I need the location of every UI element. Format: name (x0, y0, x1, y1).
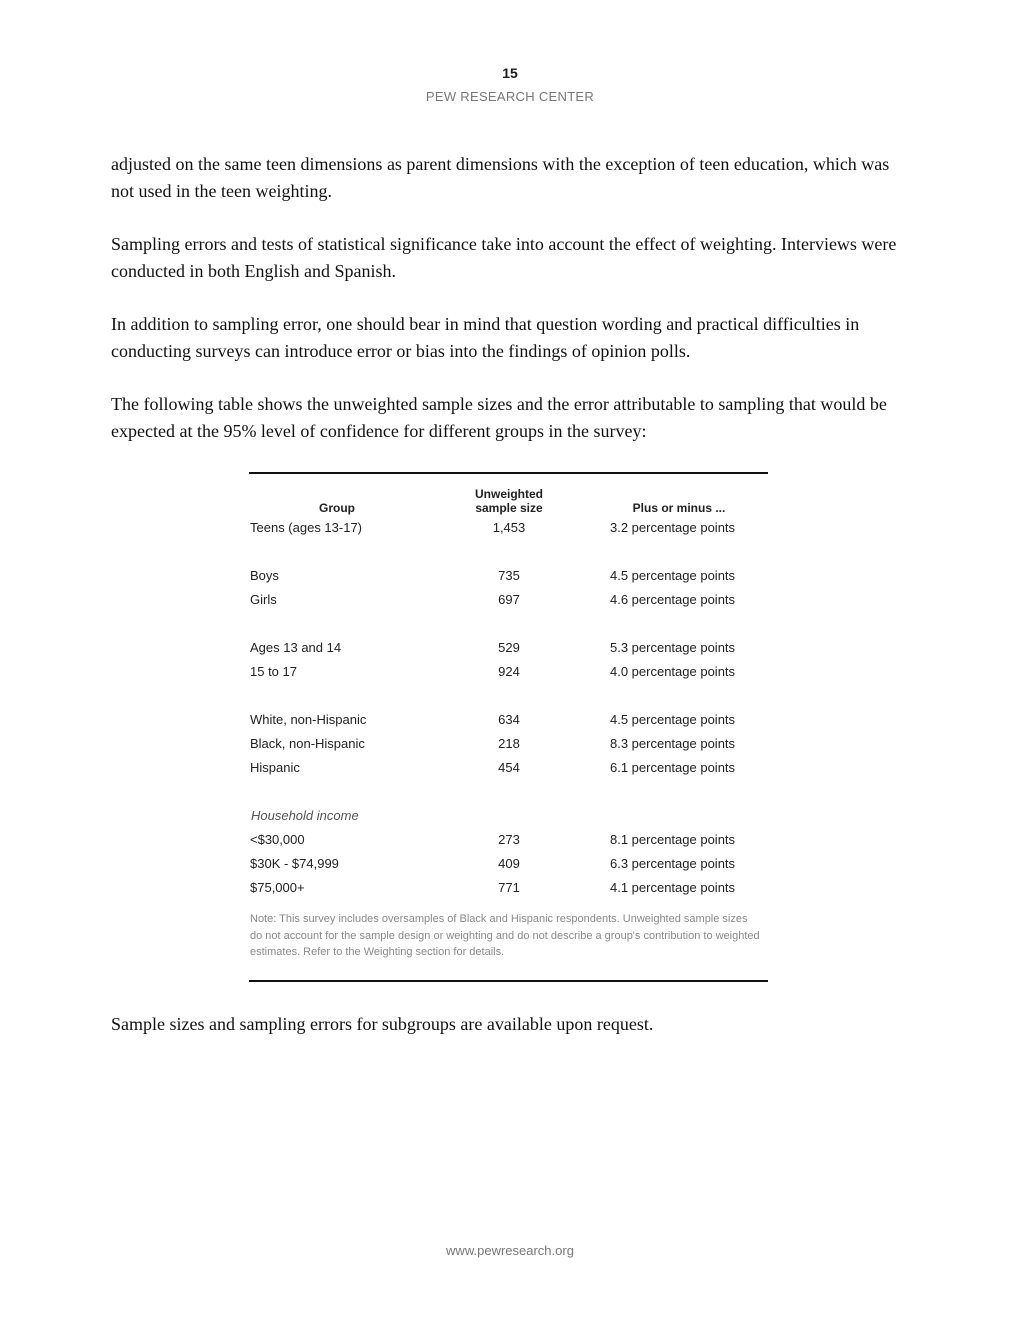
margin-cell: 5.3 percentage points (610, 640, 736, 655)
body-paragraph: The following table shows the unweighted sample sizes and the error attributable to sampling that would be expected at the 95% level of confidence for different groups in the survey: (111, 394, 887, 441)
section-label-row (249, 808, 768, 828)
table-row (249, 664, 768, 684)
table-row (249, 712, 768, 732)
sample-size-cell: 697 (498, 592, 520, 607)
group-cell: $75,000+ (250, 880, 305, 895)
column-header-sample-size-line1: Unweighted (475, 487, 543, 501)
margin-cell: 4.5 percentage points (610, 712, 736, 727)
table-row (249, 568, 768, 588)
group-cell: Hispanic (250, 760, 300, 775)
margin-cell: 4.6 percentage points (610, 592, 736, 607)
margin-cell: 6.3 percentage points (610, 856, 736, 871)
margin-cell: 8.1 percentage points (610, 832, 736, 847)
table-row (249, 760, 768, 780)
table-row (249, 592, 768, 612)
body-paragraph: Sampling errors and tests of statistical significance take into account the effect of weighting. Interviews were conducted in both English and Spanish. (111, 234, 897, 281)
sample-size-cell: 409 (498, 856, 520, 871)
margin-cell: 3.2 percentage points (610, 520, 736, 535)
sample-size-cell: 454 (498, 760, 520, 775)
group-cell: 15 to 17 (250, 664, 297, 679)
group-cell: White, non-Hispanic (250, 712, 367, 727)
table-note: Note: This survey includes oversamples of Black and Hispanic respondents. Unweighted sample sizes do not account for the sample design or weighting and do not describe a group's contribution to weighted estimates. Refer to the Weighting section for details. (250, 913, 760, 958)
column-header-margin: Plus or minus ... (632, 501, 726, 515)
table-row (249, 736, 768, 756)
table-row (249, 520, 768, 540)
margin-cell: 4.0 percentage points (610, 664, 736, 679)
group-cell: <$30,000 (250, 832, 305, 847)
sample-size-cell: 634 (498, 712, 520, 727)
footer-url: www.pewresearch.org (446, 1243, 574, 1258)
group-cell: Ages 13 and 14 (250, 640, 342, 655)
sample-size-table (249, 472, 768, 982)
body-paragraph: In addition to sampling error, one should bear in mind that question wording and practical difficulties in conducting surveys can introduce error or bias into the findings of opinion polls. (111, 314, 860, 361)
sample-size-cell: 529 (498, 640, 520, 655)
column-header-sample-size (449, 487, 569, 515)
sample-size-cell: 735 (498, 568, 520, 583)
sample-size-cell: 771 (498, 880, 520, 895)
sample-size-cell: 924 (498, 664, 520, 679)
section-label-household-income: Household income (251, 808, 359, 823)
table-row (249, 880, 768, 900)
body-paragraph: Sample sizes and sampling errors for subgroups are available upon request. (111, 1014, 654, 1034)
column-header-sample-size-line2: sample size (475, 501, 543, 515)
group-cell: Teens (ages 13-17) (250, 520, 363, 535)
column-header-group: Group (319, 501, 355, 515)
page-number: 15 (502, 65, 518, 81)
margin-cell: 4.5 percentage points (610, 568, 736, 583)
group-cell: Boys (250, 568, 279, 583)
org-header: PEW RESEARCH CENTER (425, 89, 595, 104)
table-row (249, 832, 768, 852)
sample-size-cell: 273 (498, 832, 520, 847)
body-paragraph: adjusted on the same teen dimensions as parent dimensions with the exception of teen education, which was not used in the teen weighting. (111, 154, 890, 201)
margin-cell: 4.1 percentage points (610, 880, 736, 895)
group-cell: Black, non-Hispanic (250, 736, 365, 751)
margin-cell: 6.1 percentage points (610, 760, 736, 775)
group-cell: $30K - $74,999 (250, 856, 339, 871)
table-row (249, 640, 768, 660)
table-row (249, 856, 768, 876)
margin-cell: 8.3 percentage points (610, 736, 736, 751)
sample-size-cell: 218 (498, 736, 520, 751)
sample-size-cell: 1,453 (492, 520, 526, 535)
group-cell: Girls (250, 592, 277, 607)
